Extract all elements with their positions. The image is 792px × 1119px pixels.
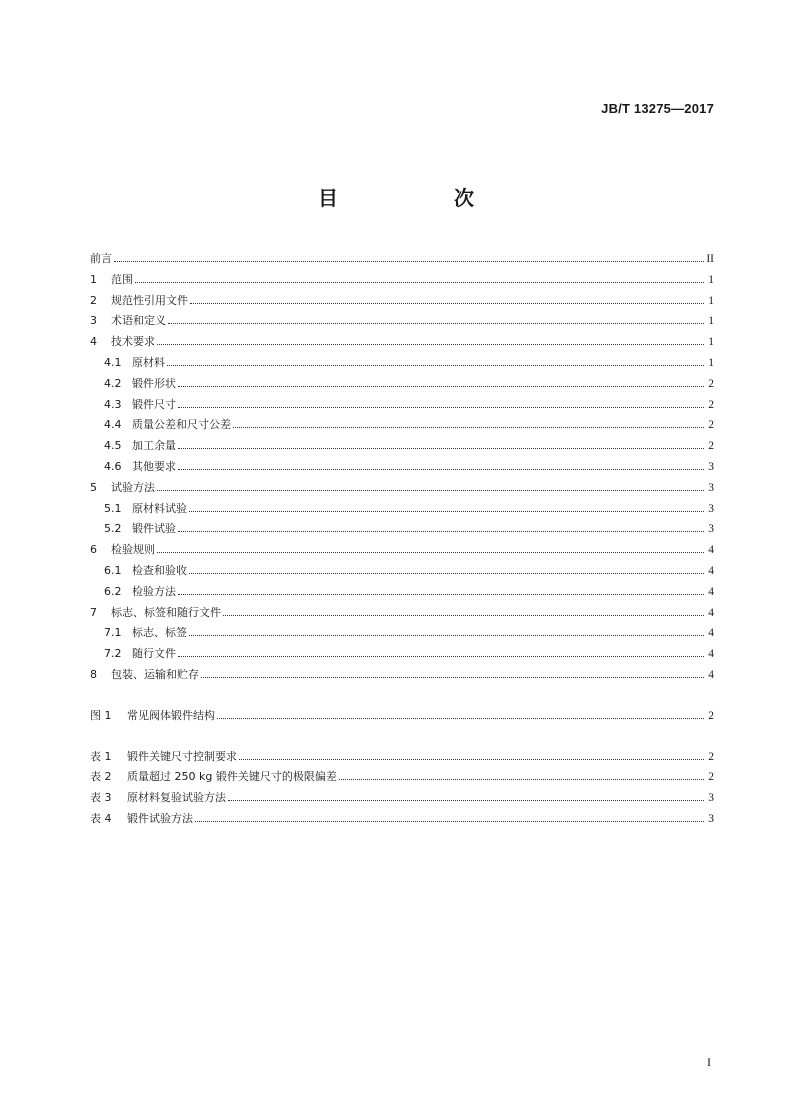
dot-leader [201, 676, 704, 678]
toc-entry-page: 4 [708, 648, 714, 661]
toc-entry-number: 2 [90, 293, 97, 307]
toc-entry-title: 检验规则 [111, 543, 155, 557]
toc-entry-title: 规范性引用文件 [111, 293, 188, 307]
dot-leader [157, 489, 704, 491]
toc-entry-title: 随行文件 [132, 647, 176, 661]
toc-entry-number: 4.6 [104, 459, 122, 473]
toc-entry-page: 1 [708, 315, 714, 328]
dot-leader [178, 655, 704, 657]
toc-entry-page: II [706, 253, 714, 265]
toc-entry[interactable] [90, 499, 714, 520]
toc-entry-page: 3 [708, 792, 714, 805]
dot-leader [178, 593, 704, 595]
toc-entry[interactable] [90, 644, 714, 665]
dot-leader [178, 530, 704, 532]
toc-entry-title: 常见阀体锻件结构 [127, 708, 215, 722]
toc-entry-title: 前言 [90, 252, 112, 265]
toc-entry-title: 原材料复验试验方法 [127, 791, 226, 805]
toc-entry-page: 3 [708, 523, 714, 536]
toc-entry[interactable] [90, 249, 714, 270]
toc-entry-number: 5 [90, 480, 97, 494]
toc-entry[interactable] [90, 478, 714, 499]
toc-entry[interactable] [90, 788, 714, 809]
toc-entry-page: 1 [708, 356, 714, 369]
toc-entry[interactable] [90, 747, 714, 768]
toc-entry-page: 4 [708, 627, 714, 640]
toc-entry[interactable] [90, 374, 714, 395]
toc-entry-number: 6.2 [104, 584, 122, 598]
toc-entry-title: 技术要求 [111, 335, 155, 349]
toc-entry[interactable] [90, 603, 714, 624]
toc-entry-number: 8 [90, 667, 97, 681]
dot-leader [239, 758, 704, 760]
toc-entry-page: 4 [708, 668, 714, 681]
dot-leader [167, 364, 704, 366]
toc-entry-page: 3 [708, 812, 714, 825]
page-number: I [707, 1055, 711, 1069]
dot-leader [223, 614, 704, 616]
toc-title: 目 次 [318, 186, 522, 210]
toc-entry-title: 原材料 [132, 355, 165, 369]
toc-entry[interactable] [90, 809, 714, 830]
toc-entry[interactable] [90, 561, 714, 582]
toc-entry-number: 5.2 [104, 522, 122, 536]
toc-entry-title: 锻件关键尺寸控制要求 [127, 749, 237, 763]
toc-entry-number: 4 [90, 335, 97, 349]
toc-entry[interactable] [90, 665, 714, 686]
toc-entry-number: 4.2 [104, 376, 122, 390]
toc-entry-number: 4.5 [104, 439, 122, 453]
dot-leader [178, 406, 704, 408]
toc-entry[interactable] [90, 767, 714, 788]
dot-leader [189, 572, 704, 574]
toc-entry[interactable] [90, 457, 714, 478]
toc-entry[interactable] [90, 519, 714, 540]
toc-entry-number: 6 [90, 543, 97, 557]
toc-entry-page: 4 [708, 606, 714, 619]
toc-entry-page: 3 [708, 460, 714, 473]
table-of-contents [90, 249, 714, 830]
toc-entry[interactable] [90, 540, 714, 561]
toc-entry-title: 检验方法 [132, 584, 176, 598]
toc-entry-title: 标志、标签和随行文件 [111, 605, 221, 619]
toc-entry-title: 范围 [111, 272, 133, 286]
dot-leader [178, 385, 704, 387]
toc-entry-title: 质量超过 250 kg 锻件关键尺寸的极限偏差 [127, 770, 337, 784]
toc-entry-number: 7 [90, 605, 97, 619]
dot-leader [217, 717, 704, 719]
toc-entry-title: 锻件试验 [132, 522, 176, 536]
toc-entry[interactable] [90, 436, 714, 457]
toc-entry[interactable] [90, 582, 714, 603]
toc-entry[interactable] [90, 395, 714, 416]
toc-entry-title: 包装、运输和贮存 [111, 667, 199, 681]
toc-entry-title: 原材料试验 [132, 501, 187, 515]
dot-leader [195, 820, 704, 822]
toc-entry-number: 7.1 [104, 626, 122, 640]
toc-entry-page: 2 [708, 398, 714, 411]
toc-entry-title: 锻件形状 [132, 376, 176, 390]
dot-leader [157, 551, 704, 553]
toc-entry-page: 2 [708, 709, 714, 722]
toc-entry-title: 标志、标签 [132, 626, 187, 640]
dot-leader [189, 634, 704, 636]
toc-entry-number: 4.4 [104, 418, 122, 432]
section-gap [90, 686, 714, 706]
toc-entry-page: 1 [708, 336, 714, 349]
dot-leader [228, 799, 704, 801]
toc-entry-page: 1 [708, 273, 714, 286]
toc-entry-page: 2 [708, 771, 714, 784]
toc-entry-page: 2 [708, 440, 714, 453]
toc-entry-number: 3 [90, 314, 97, 328]
toc-entry-title: 质量公差和尺寸公差 [132, 418, 231, 432]
toc-entry-page: 4 [708, 544, 714, 557]
toc-entry-number: 表 2 [90, 770, 112, 784]
toc-entry-title: 锻件试验方法 [127, 811, 193, 825]
toc-entry-number: 7.2 [104, 647, 122, 661]
toc-entry-number: 表 4 [90, 811, 112, 825]
toc-entry-number: 4.1 [104, 355, 122, 369]
dot-leader [114, 260, 704, 262]
toc-entry-number: 4.3 [104, 397, 122, 411]
dot-leader [157, 343, 704, 345]
dot-leader [178, 447, 704, 449]
standard-code: JB/T 13275—2017 [601, 101, 714, 116]
toc-entry-page: 2 [708, 377, 714, 390]
toc-entry-number: 表 1 [90, 749, 112, 763]
toc-entry[interactable] [90, 706, 714, 727]
toc-entry-page: 4 [708, 585, 714, 598]
toc-entry-page: 3 [708, 481, 714, 494]
toc-entry-title: 试验方法 [111, 480, 155, 494]
toc-entry-page: 1 [708, 294, 714, 307]
toc-entry-page: 4 [708, 564, 714, 577]
toc-entry[interactable] [90, 270, 714, 291]
dot-leader [135, 281, 704, 283]
toc-entry-page: 2 [708, 750, 714, 763]
toc-entry-page: 3 [708, 502, 714, 515]
toc-entry-title: 检查和验收 [132, 563, 187, 577]
dot-leader [233, 426, 704, 428]
dot-leader [189, 510, 704, 512]
toc-entry-number: 图 1 [90, 708, 112, 722]
toc-entry-number: 1 [90, 272, 97, 286]
dot-leader [339, 778, 704, 780]
toc-entry[interactable] [90, 291, 714, 312]
toc-entry-title: 其他要求 [132, 459, 176, 473]
toc-entry[interactable] [90, 311, 714, 332]
toc-entry[interactable] [90, 623, 714, 644]
toc-entry-number: 5.1 [104, 501, 122, 515]
section-gap [90, 727, 714, 747]
toc-entry-page: 2 [708, 419, 714, 432]
dot-leader [178, 468, 704, 470]
toc-entry-number: 6.1 [104, 563, 122, 577]
toc-entry-title: 术语和定义 [111, 314, 166, 328]
toc-entry-number: 表 3 [90, 791, 112, 805]
toc-entry-title: 加工余量 [132, 439, 176, 453]
toc-entry[interactable] [90, 353, 714, 374]
dot-leader [168, 322, 704, 324]
toc-entry[interactable] [90, 415, 714, 436]
dot-leader [190, 302, 704, 304]
toc-entry[interactable] [90, 332, 714, 353]
toc-entry-title: 锻件尺寸 [132, 397, 176, 411]
